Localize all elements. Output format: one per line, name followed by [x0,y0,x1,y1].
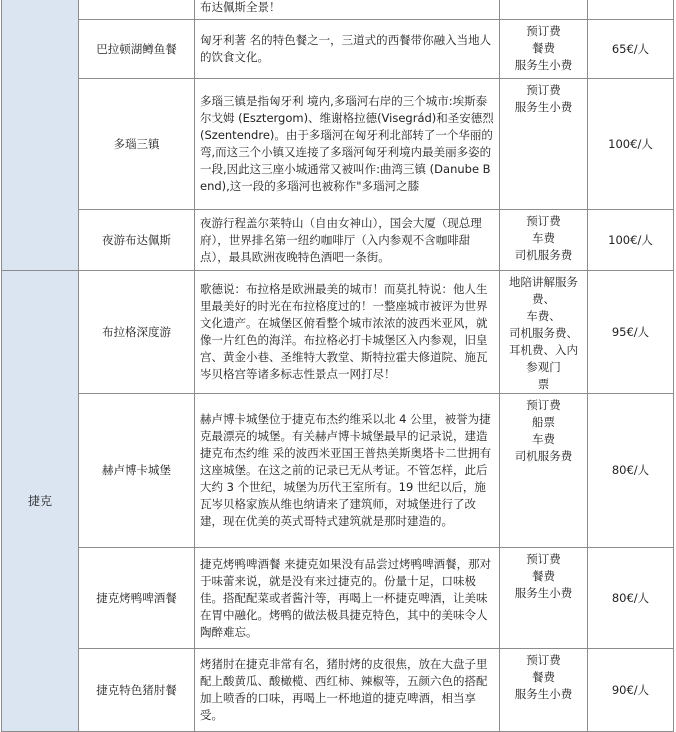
item-price: 65€/人 [588,20,674,79]
table-row [2,20,674,79]
item-name [79,0,195,20]
fee-line: 预订费 [526,214,561,228]
country-cell-hungary [2,0,79,271]
table-row [2,394,674,548]
item-price: 80€/人 [588,548,674,649]
item-name: 捷克烤鸭啤酒餐 [79,548,195,649]
fee-line: 车费、 [526,309,561,323]
fee-line: 地陪讲解服务费、 [509,275,578,306]
fee-line: 预订费 [526,552,561,566]
fee-line: 司机服务费、 [509,326,578,340]
fee-line: 车费 [532,231,555,245]
item-price: 80€/人 [588,394,674,548]
included-fees [500,649,588,732]
fee-line: 服务生小费 [514,586,573,600]
fee-line: 预订费 [526,83,561,97]
fee-line: 服务生小费 [514,100,573,114]
fee-line: 预订费 [526,24,561,38]
item-price: 100€/人 [588,210,674,271]
table-row [2,271,674,394]
fee-line: 船票 [532,415,555,429]
table-row [2,0,674,20]
item-description: 匈牙利著 名的特色餐之一，三道式的西餐带你融入当地人的饮食文化。 [195,20,500,79]
country-cell-czech: 捷克 [2,271,79,732]
fee-line: 司机服务费 [514,449,573,463]
included-fees [500,20,588,79]
fee-line: 餐费 [532,41,555,55]
table-row [2,210,674,271]
included-fees [500,0,588,20]
fee-line: 餐费 [532,670,555,684]
included-fees [500,548,588,649]
item-description: 赫卢博卡城堡位于捷克布杰约维采以北 4 公里，被誉为捷克最漂亮的城堡。有关赫卢博卡城堡最早的记录说，建造捷克布杰约维 采的波西米亚国王普热美斯奥塔卡二世拥有这座城堡。在这之前的记录已无从考证。不管怎样，此后大约 3 个世纪，城堡为历代王室所有。19 世纪以后，施瓦岑贝格家族从维也纳请来了建筑师，对城堡进行了改建，现在优美的英式哥特式建筑就是那时建造的。 [195,394,500,548]
fee-line: 司机服务费 [514,248,573,262]
fee-line: 票 [537,377,550,391]
item-name: 赫卢博卡城堡 [79,394,195,548]
item-description: 歌德说：布拉格是欧洲最美的城市！而莫扎特说：他人生里最美好的时光在布拉格度过的！一整座城市被评为世界文化遗产。在城堡区俯看整个城市浓浓的波西米亚风，就像一片红色的海洋。布拉格必打卡城堡区入内参观，旧皇宫、黄金小巷、圣维特大教堂、斯特拉霍夫修道院、施瓦岑贝格宫等诸多标志性景点一网打尽！ [195,271,500,394]
fee-line: 车费 [532,432,555,446]
fee-line: 服务生小费 [514,58,573,72]
fee-line: 服务生小费 [514,687,573,701]
fee-line: 预订费 [526,653,561,667]
item-name: 捷克特色猪肘餐 [79,649,195,732]
item-description: 烤猪肘在捷克非常有名，猪肘烤的皮很焦，放在大盘子里配上酸黄瓜、酸橄榄、西红柿、辣椒等，五颜六色的搭配加上喷香的口味，再喝上一杯地道的捷克啤酒，相当享受。 [195,649,500,732]
item-description: 布达佩斯全景！ [195,0,500,20]
item-price: 90€/人 [588,649,674,732]
item-description: 多瑙三镇是指匈牙利 境内,多瑙河右岸的三个城市:埃斯泰尔戈姆 (Esztergom)、维谢格拉德(Visegrád)和圣安德烈 (Szentendre)。由于多瑙河在匈牙利北部转了一个华丽的弯,而这三个小镇又连接了多瑙河匈牙利境内最美丽多姿的一段,因此这三座小城通常又被叫作:曲湾三镇 (Danube Bend),这一段的多瑙河也被称作"多瑙河之膝 [195,79,500,210]
included-fees [500,394,588,548]
item-name: 多瑙三镇 [79,79,195,210]
table-row [2,79,674,210]
fee-line: 耳机费、入内参观门 [509,343,578,374]
included-fees [500,79,588,210]
included-fees [500,210,588,271]
item-name: 布拉格深度游 [79,271,195,394]
item-description: 捷克烤鸭啤酒餐 来捷克如果没有品尝过烤鸭啤酒餐，那对于味蕾来说，就是没有来过捷克的。份量十足，口味极佳。搭配配菜或者酱汁等，再喝上一杯捷克啤酒，让美味在胃中融化。烤鸭的做法极具捷克特色，其中的美味令人陶醉难忘。 [195,548,500,649]
tour-options-table [1,0,674,732]
fee-line: 预订费 [526,398,561,412]
included-fees [500,271,588,394]
item-name: 夜游布达佩斯 [79,210,195,271]
item-name: 巴拉顿湖鳟鱼餐 [79,20,195,79]
fee-line: 餐费 [532,569,555,583]
item-price: 100€/人 [588,79,674,210]
item-description: 夜游行程盖尔莱特山（自由女神山），国会大厦（现总理府），世界排名第一纽约咖啡厅（入内参观不含咖啡甜点），最具欧洲夜晚特色酒吧一条街。 [195,210,500,271]
item-price [588,0,674,20]
table-row [2,548,674,649]
item-price: 95€/人 [588,271,674,394]
table-row [2,649,674,732]
